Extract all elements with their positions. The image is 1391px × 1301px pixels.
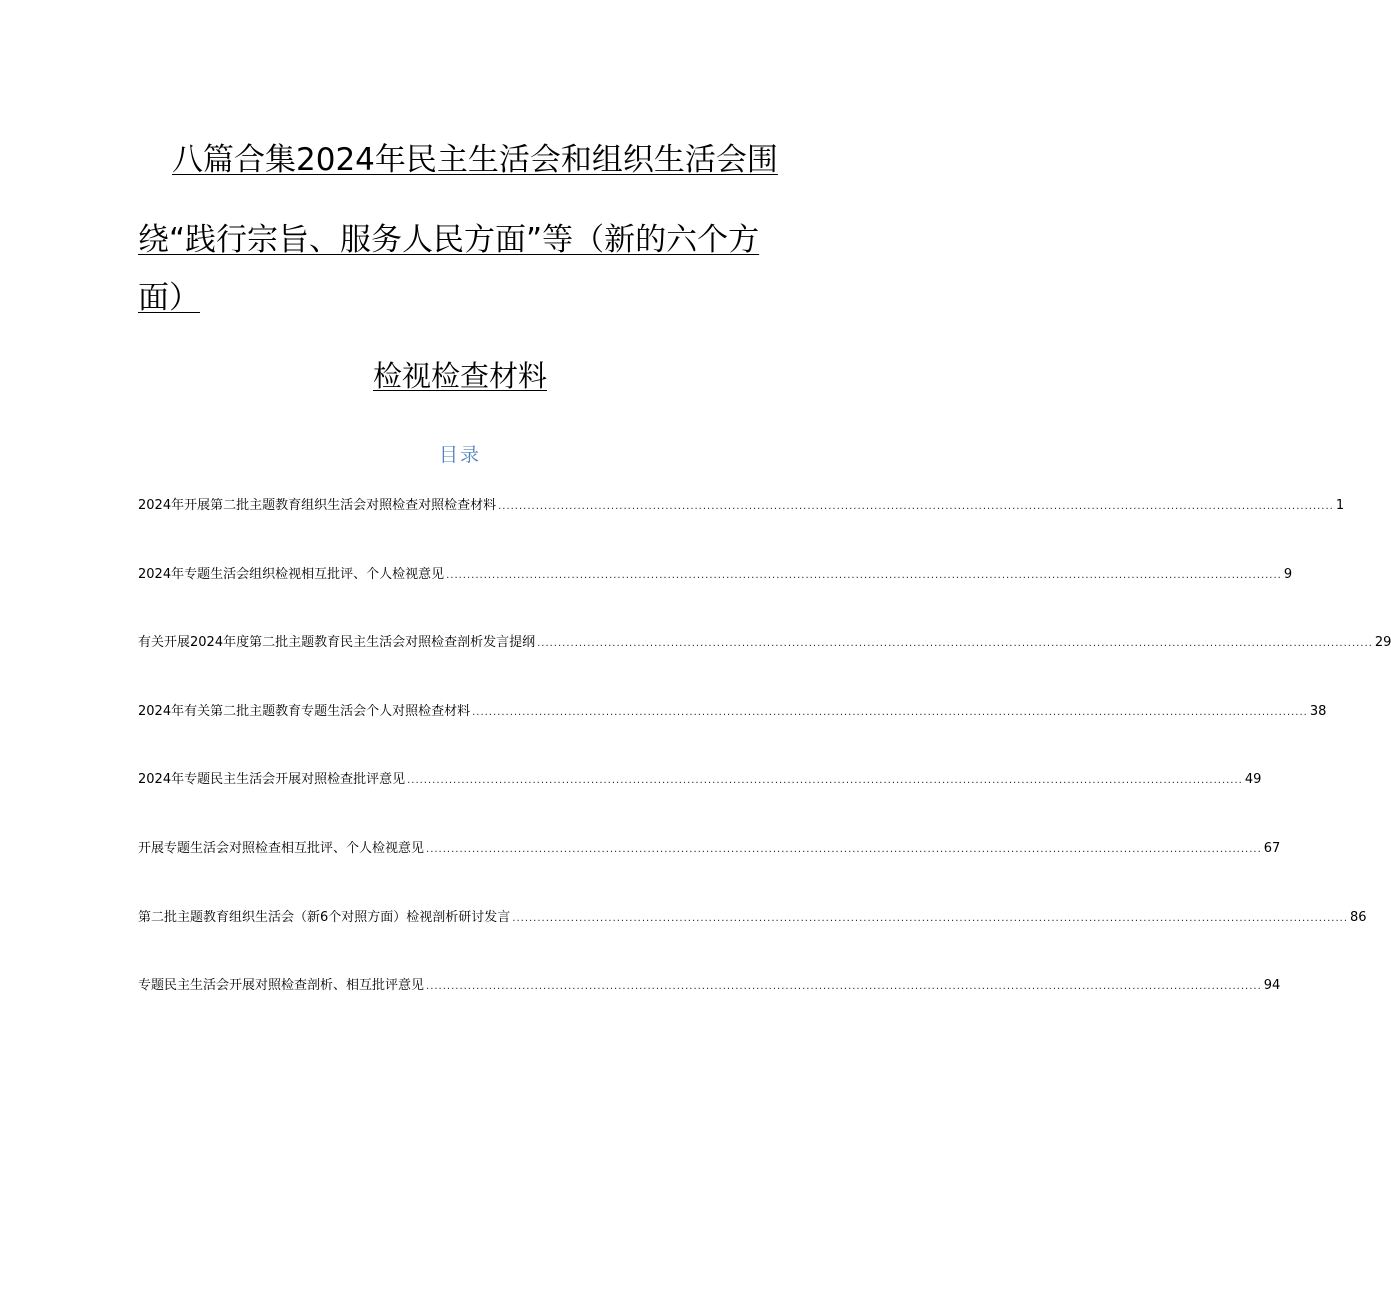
toc-entry-3[interactable] — [138, 633, 1391, 702]
toc-entry-text: 2024年专题生活会组织检视相互批评、个人检视意见 — [138, 566, 445, 582]
document-title-line-1: 八篇合集2024年民主生活会和组织生活会围 — [172, 142, 778, 178]
toc-entry-text: 开展专题生活会对照检查相互批评、个人检视意见 — [138, 840, 425, 856]
toc-entry-text: 2024年专题民主生活会开展对照检查批评意见 — [138, 772, 406, 788]
toc-page-number: 94 — [1263, 978, 1281, 994]
toc-leader-dots: ........................................................................................................................................................................................................ — [537, 638, 1373, 650]
toc-entry-text: 第二批主题教育组织生活会（新6个对照方面）检视剖析研讨发言 — [138, 909, 511, 925]
toc-entry-5[interactable] — [138, 770, 1262, 839]
toc-leader-dots: ........................................................................................................................................................................................................ — [426, 981, 1262, 993]
toc-page-number: 29 — [1374, 635, 1391, 651]
toc-entry-7[interactable] — [138, 908, 1367, 977]
toc-entry-text: 2024年有关第二批主题教育专题生活会个人对照检查材料 — [138, 703, 471, 719]
toc-page-number: 67 — [1263, 840, 1281, 856]
toc-page-number: 38 — [1309, 703, 1327, 719]
toc-leader-dots: ........................................................................................................................................................................................................ — [512, 912, 1349, 924]
toc-entry-4[interactable] — [138, 702, 1327, 771]
toc-leader-dots: ........................................................................................................................................................................................................ — [407, 775, 1243, 787]
toc-leader-dots: ........................................................................................................................................................................................................ — [446, 569, 1282, 581]
toc-leader-dots: ........................................................................................................................................................................................................ — [426, 843, 1262, 855]
toc-entry-6[interactable] — [138, 839, 1281, 908]
toc-leader-dots: ........................................................................................................................................................................................................ — [472, 706, 1308, 718]
toc-leader-dots: ........................................................................................................................................................................................................ — [498, 501, 1334, 512]
document-subtitle: 检视检查材料 — [372, 359, 547, 393]
toc-entry-2[interactable] — [138, 565, 1293, 634]
toc-page-number: 1 — [1335, 498, 1345, 513]
document-title-line-2: 绕“践行宗旨、服务人民方面”等（新的六个方 — [138, 222, 760, 258]
toc-entry-text: 2024年开展第二批主题教育组织生活会对照检查对照检查材料 — [138, 498, 497, 513]
toc-entry-text: 专题民主生活会开展对照检查剖析、相互批评意见 — [138, 978, 425, 994]
toc-entry-8[interactable] — [138, 976, 1281, 1045]
toc-entry-1[interactable] — [138, 496, 1345, 565]
toc-page-number: 9 — [1283, 566, 1293, 582]
toc-entry-text: 有关开展2024年度第二批主题教育民主生活会对照检查剖析发言提纲 — [138, 635, 536, 651]
toc-page-number: 49 — [1244, 772, 1262, 788]
toc-heading: 目录 — [438, 444, 481, 466]
toc-page-number: 86 — [1350, 909, 1367, 925]
document-title-line-3: 面） — [138, 280, 200, 316]
table-of-contents — [138, 496, 1391, 1045]
